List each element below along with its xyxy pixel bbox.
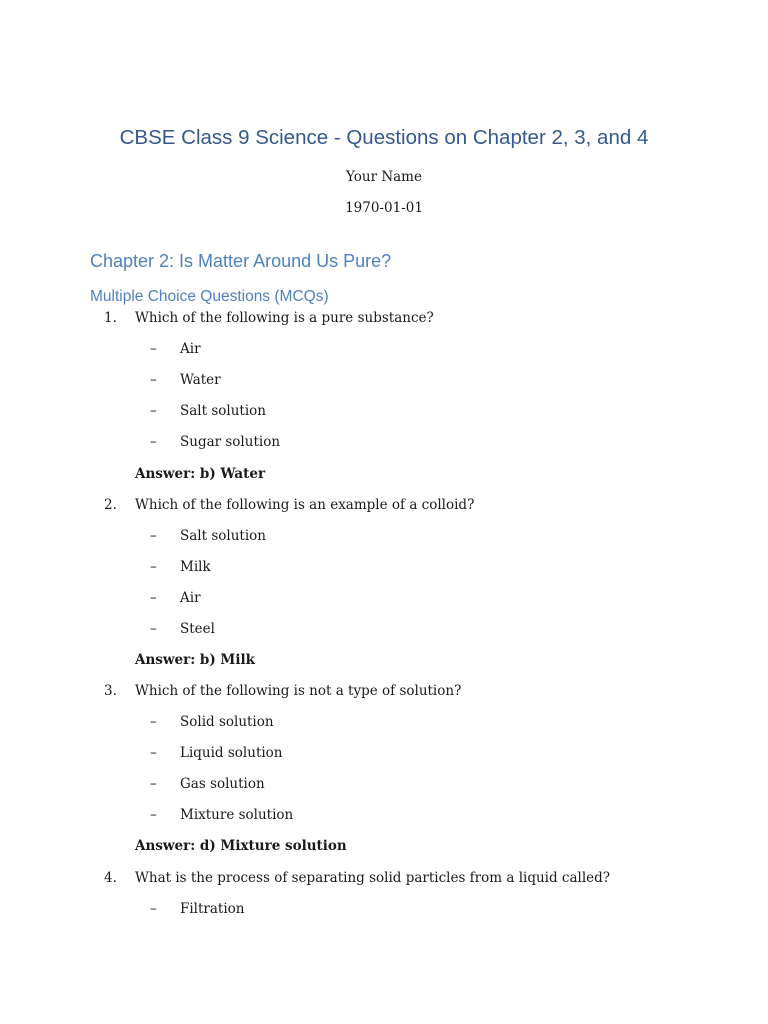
question-text: Which of the following is not a type of solution? — [135, 683, 462, 699]
answer-text: Answer: b) Water — [135, 466, 266, 482]
question-text: Which of the following is an example of a colloid? — [135, 497, 475, 513]
option-item: Liquid solution — [180, 745, 283, 761]
section-heading: Multiple Choice Questions (MCQs) — [90, 288, 329, 305]
option-item: Salt solution — [180, 403, 266, 419]
document-title: CBSE Class 9 Science - Questions on Chapter 2, 3, and 4 — [119, 126, 649, 149]
dash-bullet: – — [150, 590, 157, 606]
dash-bullet: – — [150, 559, 157, 575]
dash-bullet: – — [150, 621, 157, 637]
dash-bullet: – — [150, 434, 157, 450]
dash-bullet: – — [150, 341, 157, 357]
document-author: Your Name — [346, 169, 422, 185]
dash-bullet: – — [150, 807, 157, 823]
dash-bullet: – — [150, 776, 157, 792]
dash-bullet: – — [150, 714, 157, 730]
answer-text: Answer: d) Mixture solution — [135, 838, 347, 854]
question-number: 4. — [104, 870, 117, 886]
question-number: 1. — [104, 310, 117, 326]
option-item: Salt solution — [180, 528, 266, 544]
question-text: Which of the following is a pure substance? — [135, 310, 434, 326]
question-number: 2. — [104, 497, 117, 513]
chapter-heading: Chapter 2: Is Matter Around Us Pure? — [90, 251, 392, 271]
document-date: 1970-01-01 — [345, 200, 423, 216]
option-item: Water — [180, 372, 221, 388]
option-item: Gas solution — [180, 776, 265, 792]
option-item: Air — [180, 341, 201, 357]
answer-text: Answer: b) Milk — [135, 652, 255, 668]
option-item: Air — [180, 590, 201, 606]
option-item: Solid solution — [180, 714, 274, 730]
option-item: Milk — [180, 559, 211, 575]
dash-bullet: – — [150, 901, 157, 917]
question-number: 3. — [104, 683, 117, 699]
dash-bullet: – — [150, 403, 157, 419]
dash-bullet: – — [150, 745, 157, 761]
dash-bullet: – — [150, 528, 157, 544]
option-item: Steel — [180, 621, 215, 637]
option-item: Mixture solution — [180, 807, 294, 823]
dash-bullet: – — [150, 372, 157, 388]
option-item: Filtration — [180, 901, 245, 917]
question-text: What is the process of separating solid particles from a liquid called? — [135, 870, 611, 886]
option-item: Sugar solution — [180, 434, 281, 450]
